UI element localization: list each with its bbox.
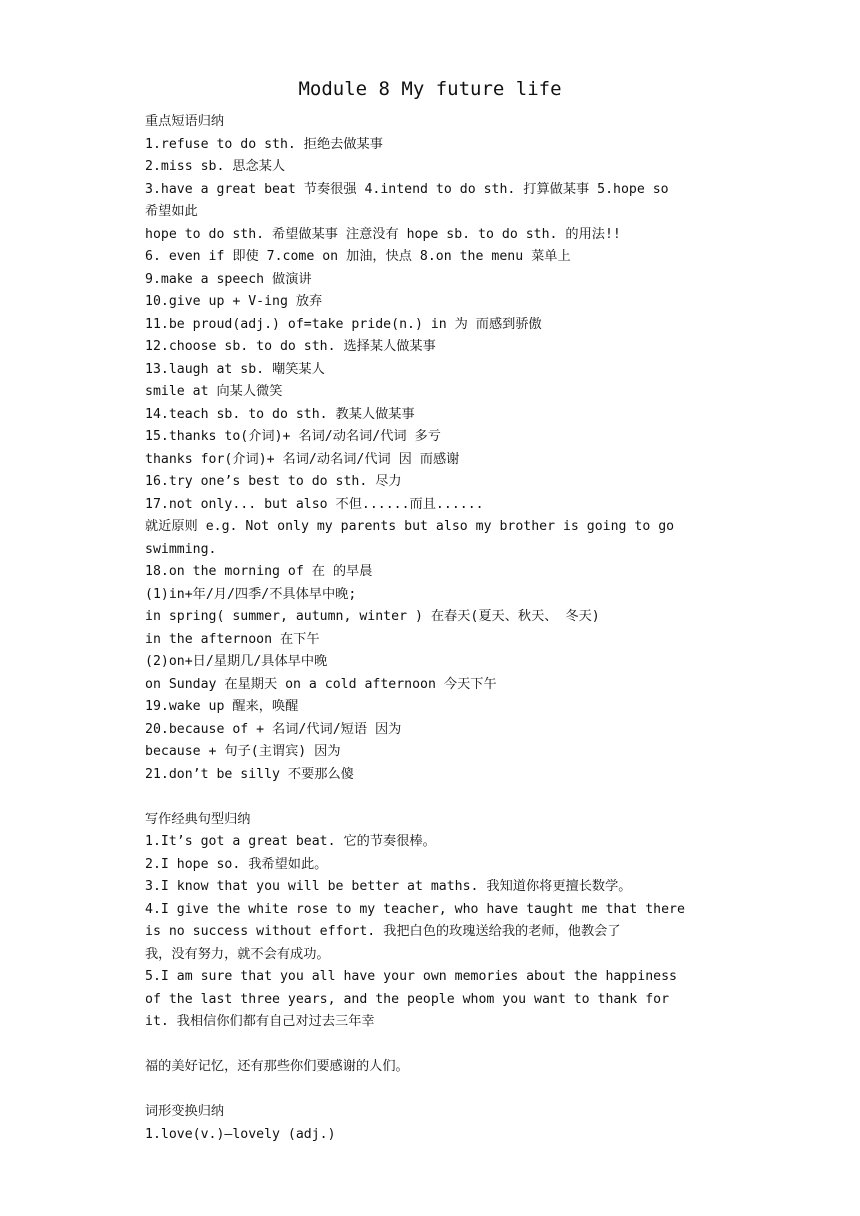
sentence-line: 5.I am sure that you all have your own memories about the happiness [145,969,677,984]
phrase-line: 18.on the morning of 在 的早晨 [145,564,373,579]
sentence-line: 我，没有努力，就不会有成功。 [145,946,330,962]
phrase-line: in the afternoon 在下午 [145,631,320,647]
page-title: Module 8 My future life [298,78,562,100]
phrase-line: 6. even if 即使 7.come on 加油，快点 8.on the menu 菜单上 [145,249,571,264]
sentence-line: of the last three years, and the people whom you want to thank for [145,991,670,1007]
phrase-line: 17.not only... but also 不但......而且...... [145,496,484,512]
phrase-line: 2.miss sb. 思念某人 [145,159,286,174]
phrase-line: smile at 向某人微笑 [145,384,283,399]
sentence-line: 4.I give the white rose to my teacher, who have taught me that there [145,901,685,917]
phrase-line: on Sunday 在星期天 on a cold afternoon 今天下午 [145,676,497,692]
section-gap [145,786,723,809]
phrase-line: 13.laugh at sb. 嘲笑某人 [145,361,325,377]
document-body [145,111,723,1146]
word-forms-heading: 词形变换归纳 [145,1104,225,1119]
phrase-line: 20.because of + 名词/代词/短语 因为 [145,721,402,737]
sentences-heading: 写作经典句型归纳 [145,811,251,827]
phrase-line: swimming. [145,541,217,557]
sentence-line: 3.I know that you will be better at maths. 我知道你将更擅长数学。 [145,879,632,894]
phrase-line: 16.try one’s best to do sth. 尽力 [145,474,402,489]
phrase-line: 14.teach sb. to do sth. 教某人做某事 [145,406,415,422]
phrase-line: 就近原则 e.g. Not only my parents but also my brother is going to go [145,519,675,534]
phrase-line: 11.be proud(adj.) of=take pride(n.) in 为 而感到骄傲 [145,316,542,332]
phrase-line: 希望如此 [145,204,198,219]
sentence-line: 2.I hope so. 我希望如此。 [145,856,328,872]
sentence-continuation: 福的美好记忆，还有那些你们要感谢的人们。 [145,1059,409,1074]
phrase-line: 19.wake up 醒来，唤醒 [145,699,299,714]
phrase-line: 10.give up + V-ing 放弃 [145,294,323,309]
phrase-line: in spring( summer, autumn, winter ) 在春天(夏天、秋天、 冬天) [145,609,600,624]
sentence-line: 1.It’s got a great beat. 它的节奏很棒。 [145,834,436,849]
phrase-line: thanks for(介词)+ 名词/动名词/代词 因 而感谢 [145,451,460,467]
word-form-line: 1.love(v.)—lovely (adj.) [145,1126,336,1142]
paragraph-gap [145,1034,723,1057]
phrase-line: 15.thanks to(介词)+ 名词/动名词/代词 多亏 [145,429,441,444]
phrase-line: because + 句子(主谓宾) 因为 [145,744,341,759]
phrase-line: (1)in+年/月/四季/不具体早中晚; [145,586,357,602]
phrase-line: 21.don’t be silly 不要那么傻 [145,766,354,782]
phrase-line: (2)on+日/星期几/具体早中晚 [145,654,328,669]
section-gap [145,1079,723,1102]
sentence-line: it. 我相信你们都有自己对过去三年幸 [145,1014,375,1029]
phrases-heading: 重点短语归纳 [145,114,225,129]
phrase-line: 9.make a speech 做演讲 [145,271,312,287]
phrase-line: 1.refuse to do sth. 拒绝去做某事 [145,136,383,152]
sentence-line: is no success without effort. 我把白色的玫瑰送给我的老师，他教会了 [145,924,621,939]
phrase-line: 3.have a great beat 节奏很强 4.intend to do sth. 打算做某事 5.hope so [145,181,669,197]
phrase-line: hope to do sth. 希望做某事 注意没有 hope sb. to do sth. 的用法!! [145,226,621,242]
phrase-line: 12.choose sb. to do sth. 选择某人做某事 [145,339,436,354]
